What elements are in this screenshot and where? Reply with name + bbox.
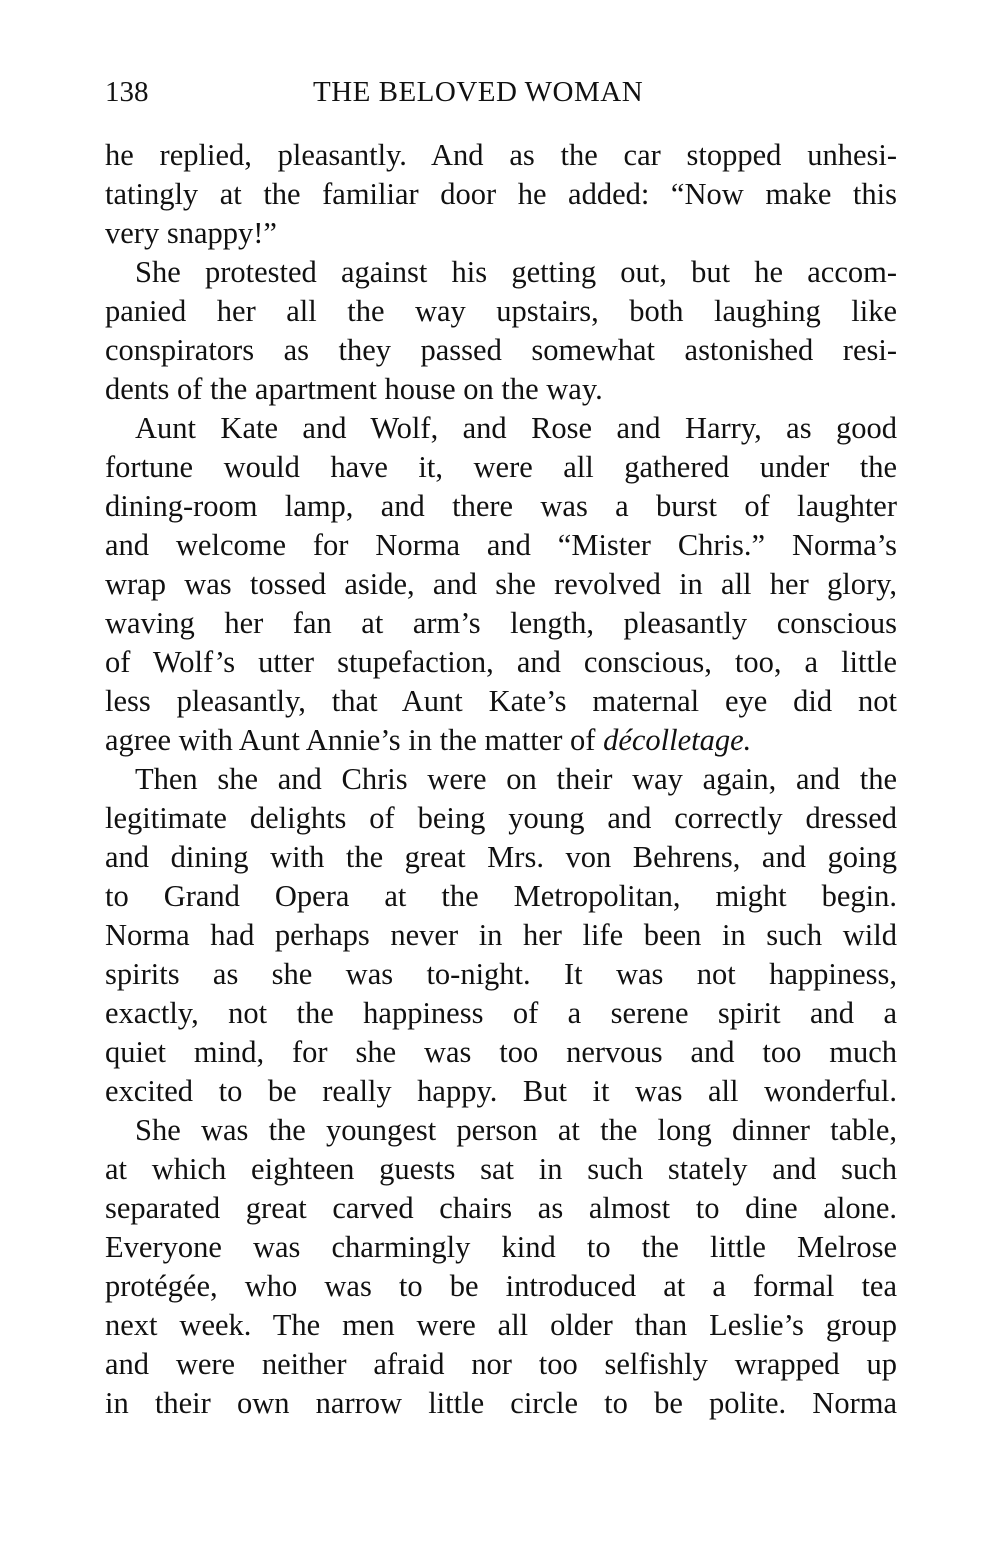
text-line [105, 370, 897, 409]
text-line [105, 955, 897, 994]
text-line-content: Then she and Chris were on their way again, and the [135, 762, 897, 796]
text-line [105, 799, 897, 838]
text-line-content: next week. The men were all older than Leslie’s group [105, 1308, 897, 1342]
text-line-content: Aunt Kate and Wolf, and Rose and Harry, as good [135, 411, 897, 445]
page-number: 138 [105, 76, 149, 108]
running-title: THE BELOVED WOMAN [313, 76, 644, 108]
text-line [105, 1228, 897, 1267]
text-line-content: he replied, pleasantly. And as the car stopped unhesi- [105, 138, 897, 172]
text-line-content: legitimate delights of being young and correctly dressed [105, 801, 897, 835]
text-line [105, 877, 897, 916]
text-line [105, 1384, 897, 1423]
text-line-content: She protested against his getting out, but he accom- [135, 255, 897, 289]
text-line [105, 487, 897, 526]
text-line [105, 175, 897, 214]
text-line [105, 760, 897, 799]
text-line [105, 1150, 897, 1189]
text-line [105, 721, 897, 760]
text-line [105, 838, 897, 877]
text-line [105, 1306, 897, 1345]
italic-word: décolletage. [603, 723, 752, 757]
text-line [105, 994, 897, 1033]
text-line [105, 916, 897, 955]
text-line-content: at which eighteen guests sat in such stately and such [105, 1152, 897, 1186]
text-line-content: quiet mind, for she was too nervous and too much [105, 1035, 897, 1069]
text-line [105, 1267, 897, 1306]
text-line [105, 1111, 897, 1150]
text-line-content: in their own narrow little circle to be polite. Norma [105, 1386, 897, 1420]
text-line-content: panied her all the way upstairs, both laughing like [105, 294, 897, 328]
text-line-content: tatingly at the familiar door he added: “Now make this [105, 177, 897, 211]
text-line-content: protégée, who was to be introduced at a formal tea [105, 1269, 897, 1303]
text-line-content: She was the youngest person at the long dinner table, [135, 1113, 897, 1147]
text-line-content: fortune would have it, were all gathered under the [105, 450, 897, 484]
text-line [105, 1072, 897, 1111]
text-line [105, 214, 897, 253]
text-line [105, 604, 897, 643]
text-line-content: to Grand Opera at the Metropolitan, might begin. [105, 879, 897, 913]
text-line-content: and were neither afraid nor too selfishly wrapped up [105, 1347, 897, 1381]
body-text [105, 136, 897, 1423]
text-line [105, 409, 897, 448]
page-header [105, 76, 897, 116]
text-line-content: and dining with the great Mrs. von Behrens, and going [105, 840, 897, 874]
text-line [105, 136, 897, 175]
text-line [105, 526, 897, 565]
text-line-content: of Wolf’s utter stupefaction, and conscious, too, a little [105, 645, 897, 679]
text-line-content: dining-room lamp, and there was a burst of laughter [105, 489, 897, 523]
text-line [105, 1033, 897, 1072]
text-line [105, 331, 897, 370]
text-line-content: separated great carved chairs as almost to dine alone. [105, 1191, 897, 1225]
text-line-content: less pleasantly, that Aunt Kate’s maternal eye did not [105, 684, 897, 718]
text-line-content: Everyone was charmingly kind to the little Melrose [105, 1230, 897, 1264]
text-line [105, 565, 897, 604]
text-line [105, 643, 897, 682]
text-line [105, 253, 897, 292]
text-line-content: conspirators as they passed somewhat astonished resi- [105, 333, 897, 367]
text-line [105, 448, 897, 487]
text-line [105, 682, 897, 721]
text-line-content: exactly, not the happiness of a serene spirit and a [105, 996, 897, 1030]
text-line-content: spirits as she was to-night. It was not happiness, [105, 957, 897, 991]
text-line [105, 1345, 897, 1384]
text-line-content: wrap was tossed aside, and she revolved in all her glory, [105, 567, 897, 601]
text-line-content: waving her fan at arm’s length, pleasantly conscious [105, 606, 897, 640]
text-line-content: excited to be really happy. But it was all wonderful. [105, 1074, 897, 1108]
text-line [105, 1189, 897, 1228]
text-line-content: and welcome for Norma and “Mister Chris.” Norma’s [105, 528, 897, 562]
text-line [105, 292, 897, 331]
text-line-content: very snappy!” [105, 216, 277, 250]
text-line-content: dents of the apartment house on the way. [105, 372, 603, 406]
text-line-content: agree with Aunt Annie’s in the matter of [105, 723, 604, 757]
text-line-content: Norma had perhaps never in her life been in such wild [105, 918, 897, 952]
